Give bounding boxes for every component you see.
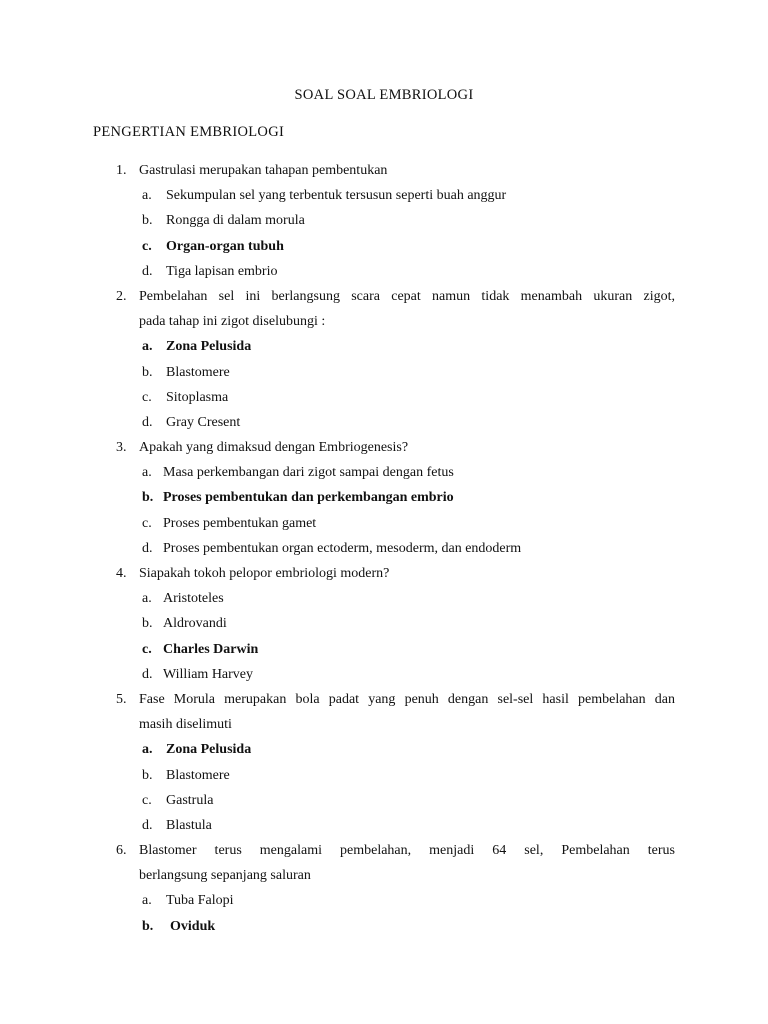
option-a-answer <box>0 741 768 766</box>
document-title: SOAL SOAL EMBRIOLOGI <box>294 87 474 103</box>
option-c <box>0 792 768 817</box>
option-b-answer <box>0 918 768 943</box>
option-letter: b. <box>142 490 154 506</box>
option-text: Masa perkembangan dari zigot sampai dengan fetus <box>163 465 454 481</box>
option-d <box>0 817 768 842</box>
question-2 <box>0 288 768 439</box>
option-letter: a. <box>142 591 152 607</box>
question-4 <box>0 565 768 691</box>
option-b <box>0 212 768 237</box>
option-text: Oviduk <box>170 918 216 934</box>
option-b-answer <box>0 489 768 514</box>
question-text: Apakah yang dimaksud dengan Embriogenesis? <box>139 440 409 456</box>
question-number: 6. <box>116 843 127 859</box>
option-a <box>0 590 768 615</box>
option-text: Blastomere <box>166 364 230 380</box>
option-d <box>0 414 768 439</box>
question-text: Pembelahan sel ini berlangsung scara cepat namun tidak menambah ukuran zigot, <box>139 288 675 304</box>
option-a <box>0 187 768 212</box>
option-text: Tiga lapisan embrio <box>166 263 278 279</box>
option-letter: a. <box>142 339 153 355</box>
option-text: Blastomere <box>166 767 230 783</box>
option-c <box>0 515 768 540</box>
option-letter: b. <box>142 213 153 229</box>
question-number: 1. <box>116 163 127 178</box>
option-text: Zona Pelusida <box>166 742 252 758</box>
option-letter: b. <box>142 767 153 783</box>
option-letter: a. <box>142 742 153 758</box>
option-letter: d. <box>142 263 153 279</box>
option-text: Rongga di dalam morula <box>166 213 305 229</box>
option-b <box>0 615 768 640</box>
option-letter: b. <box>142 918 154 934</box>
question-6 <box>0 842 768 943</box>
option-letter: a. <box>142 188 152 204</box>
option-text: William Harvey <box>163 666 254 682</box>
question-text-continued: masih diselimuti <box>139 717 232 733</box>
option-letter: a. <box>142 893 152 909</box>
option-text: Gray Cresent <box>166 414 241 430</box>
option-letter: d. <box>142 540 153 556</box>
option-b <box>0 767 768 792</box>
option-letter: b. <box>142 364 153 380</box>
option-c-answer <box>0 641 768 666</box>
option-c-answer <box>0 238 768 263</box>
option-d <box>0 666 768 691</box>
option-d <box>0 263 768 288</box>
question-3 <box>0 439 768 565</box>
question-text: Blastomer terus mengalami pembelahan, menjadi 64 sel, Pembelahan terus <box>139 843 675 859</box>
question-list <box>0 162 768 943</box>
option-letter: d. <box>142 414 153 430</box>
option-letter: c. <box>142 389 152 405</box>
option-c <box>0 389 768 414</box>
option-b <box>0 364 768 389</box>
option-text: Proses pembentukan dan perkembangan embrio <box>163 490 454 506</box>
option-a-answer <box>0 338 768 363</box>
option-a <box>0 464 768 489</box>
question-number: 4. <box>116 566 127 581</box>
question-text-continued: berlangsung sepanjang saluran <box>139 868 311 884</box>
option-text: Proses pembentukan gamet <box>163 515 317 531</box>
question-5 <box>0 691 768 842</box>
option-text: Sitoplasma <box>166 389 229 405</box>
option-text: Organ-organ tubuh <box>166 238 284 254</box>
option-text: Gastrula <box>166 792 214 808</box>
option-text: Sekumpulan sel yang terbentuk tersusun seperti buah anggur <box>166 188 507 204</box>
option-letter: b. <box>142 616 153 632</box>
option-letter: c. <box>142 238 152 254</box>
option-letter: c. <box>142 515 152 531</box>
option-text: Aldrovandi <box>163 616 227 632</box>
option-text: Aristoteles <box>163 591 224 607</box>
option-text: Tuba Falopi <box>166 893 234 909</box>
option-letter: d. <box>142 666 153 682</box>
option-text: Proses pembentukan organ ectoderm, mesoderm, dan endoderm <box>163 540 522 556</box>
question-number: 2. <box>116 288 127 304</box>
question-number: 5. <box>116 691 127 707</box>
question-number: 3. <box>116 440 127 456</box>
section-title: PENGERTIAN EMBRIOLOGI <box>93 124 285 140</box>
question-text: Fase Morula merupakan bola padat yang penuh dengan sel-sel hasil pembelahan dan <box>139 691 675 707</box>
question-1 <box>0 162 768 288</box>
option-text: Charles Darwin <box>163 641 259 657</box>
question-text: Siapakah tokoh pelopor embriologi modern? <box>139 566 390 581</box>
question-text-continued: pada tahap ini zigot diselubungi : <box>139 314 326 330</box>
question-text: Gastrulasi merupakan tahapan pembentukan <box>139 163 388 178</box>
option-letter: d. <box>142 817 153 833</box>
option-letter: a. <box>142 465 152 481</box>
option-letter: c. <box>142 641 152 657</box>
option-text: Zona Pelusida <box>166 339 252 355</box>
option-d <box>0 540 768 565</box>
option-text: Blastula <box>166 817 212 833</box>
option-letter: c. <box>142 792 152 808</box>
option-a <box>0 892 768 917</box>
